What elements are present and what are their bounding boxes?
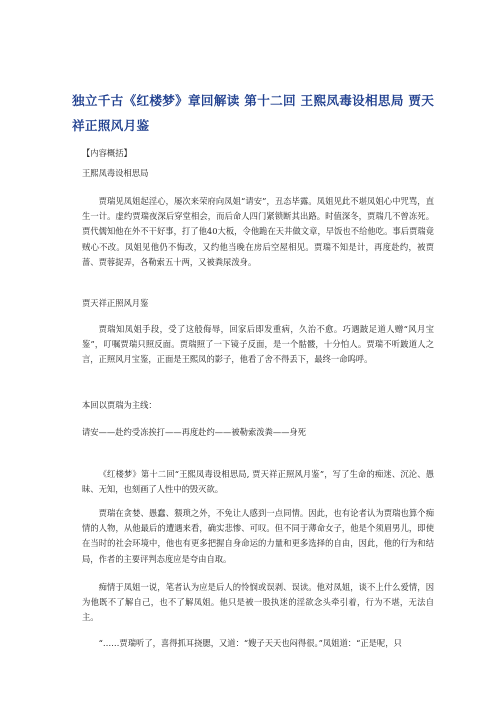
section-heading-2: 贾天祥正照风月鉴 [82, 298, 149, 308]
analysis-paragraph-2: 贾瑞在贪婪、愚蠢、猥琐之外，不免让人感到一点同情。因此，也有论者认为贾瑞也算个痴情的人物，从他最后的遭遇来看，确实悲惨、可叹。但不同于薄命女子，他是个须眉男儿，即使在当时的社会环境中，他也有更多把握自身命运的力量和更多选择的自由，因此，他的行为和结局，作者的主要评判态度应是夸由自取。 [82, 508, 434, 564]
mainline-heading: 本回以贾瑞为主线： [82, 400, 157, 410]
analysis-paragraph-1: 《红楼梦》第十二回“王熙凤毒设相思局, 贾天祥正照风月鉴”，写了生命的痴迷、沉沦、愚昧、无知，也刻画了人性中的毁灭欲。 [82, 469, 434, 495]
section-heading-1: 王熙凤毒设相思局 [82, 168, 149, 178]
mainline-text: 请安——赴约受冻挨打——再度赴约——被勒索泼粪——身死 [82, 427, 307, 437]
section-paragraph-1: 贾瑞见凤姐起淫心，屡次来荣府向凤姐“请安”，丑态毕露。凤姐见此不堪凤姐心中咒骂，直生一计。虚约贾瑞夜深后穿堂相会，而后命人四门紧锁断其出路。时值深冬，贾瑞几不曾冻死。贾代儒知他在外不干好事，打了他40大板，令他跪在天井做文章，早饭也不给他吃。事后贾瑞竟贼心不改。凤姐见他仍不悔改，又约他当晚在房后空屋相见。贾瑞不知是计，再度赴约，被贾蔷、贾蓉捉弄，各勒索五十两，又被粪尿泼身。 [82, 196, 434, 267]
overview-heading: 【内容概括】 [82, 148, 132, 158]
analysis-paragraph-3: 痴情于凤姐一说，笔者认为应是后人的怜悯或误剥、误读。他对凤姐，谈不上什么爱情，因为他既不了解自己，也不了解凤姐。他只是被一股执迷的淫欲念头牵引着，行为不堪，无法自主。 [82, 582, 434, 623]
section-paragraph-2: 贾瑞知凤姐手段，受了这般侮辱，回家后即发重病，久治不愈。巧遇跛足道人赠“风月宝鉴”，叮嘱贾瑞只照反面。贾瑞照了一下镜子反面，是一个骷髅，十分怕人。贾瑞不听跛道人之言，正照风月宝鉴，正面是王熙凤的影子，他看了舍不得丢下，最终一命呜呼。 [82, 324, 434, 365]
analysis-paragraph-4: “……贾瑞听了，喜得抓耳挠腮，又道：“嫂子天天也闷得很。”凤姐道：“正是呢，只 [98, 638, 402, 648]
document-title: 独立千古《红楼梦》章回解读 第十二回 王熙凤毒设相思局 贾天祥正照风月鉴 [72, 93, 435, 133]
